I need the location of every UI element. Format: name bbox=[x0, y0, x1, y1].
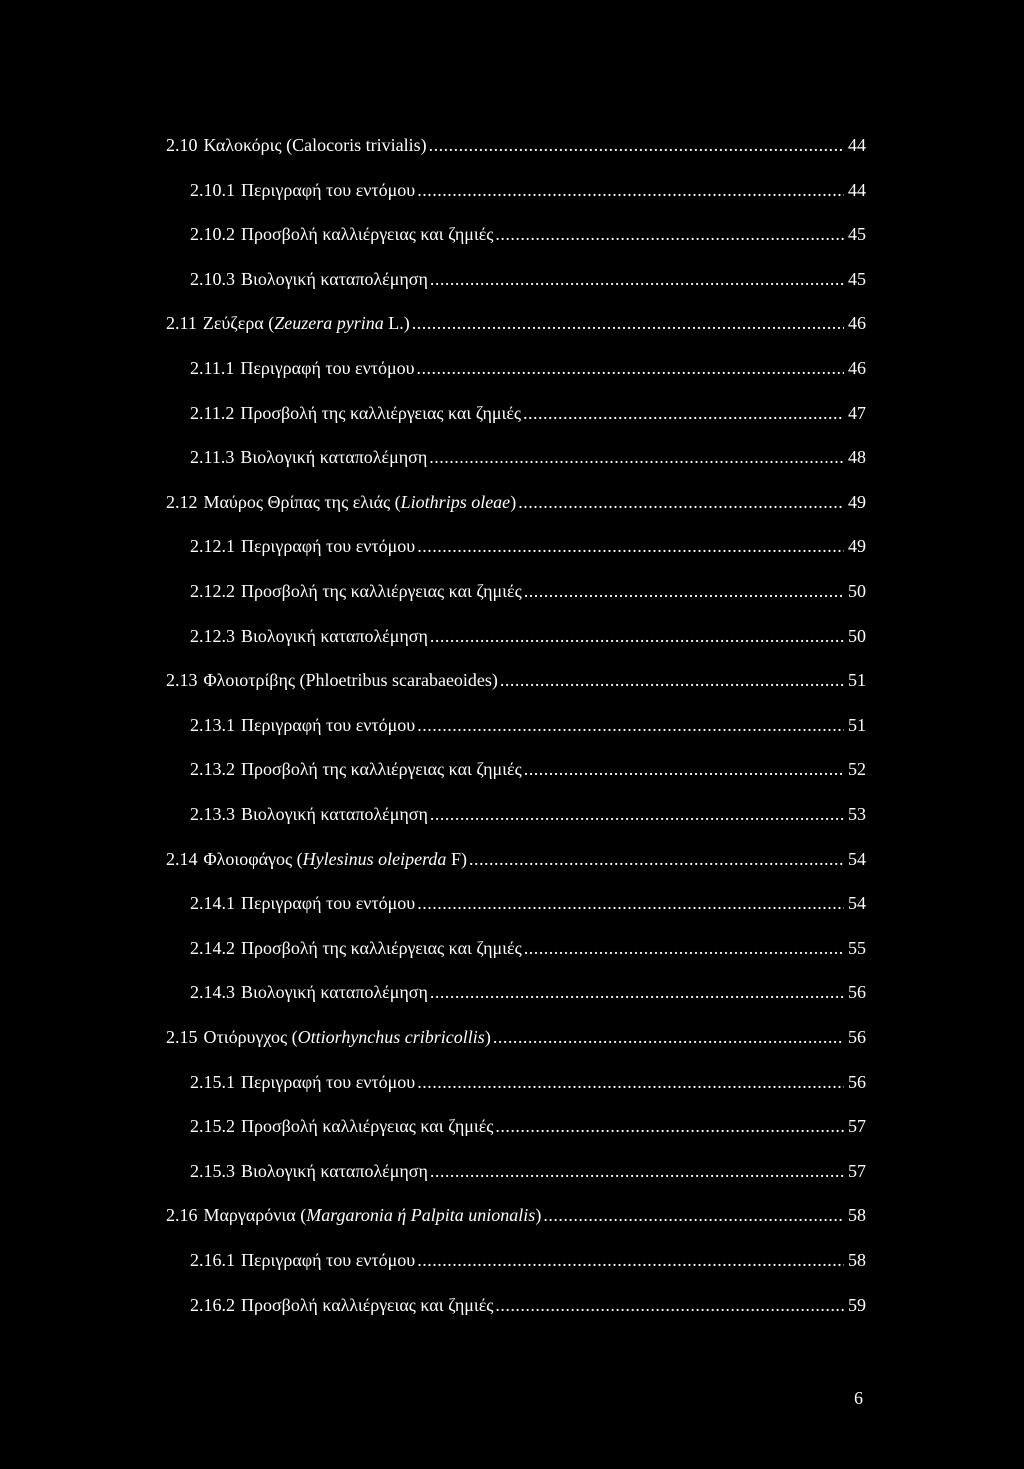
toc-entry bbox=[166, 845, 866, 873]
toc-entry bbox=[190, 532, 866, 560]
toc-entry-number: 2.16 bbox=[166, 1205, 198, 1225]
toc-entry-page: 57 bbox=[848, 1161, 866, 1181]
toc-entry-title-text: Μαργαρόνια ( bbox=[203, 1205, 307, 1225]
toc-entry-number: 2.11.1 bbox=[190, 358, 235, 378]
toc-entry-title-text: Βιολογική καταπολέμηση bbox=[241, 982, 428, 1002]
toc-dot-leader bbox=[417, 711, 844, 739]
toc-entry-number: 2.10.1 bbox=[190, 180, 235, 200]
toc-entry-page: 56 bbox=[848, 982, 866, 1002]
toc-entry bbox=[190, 1068, 866, 1096]
toc-entry bbox=[190, 1291, 866, 1319]
toc-entry-title-text: Προσβολή της καλλιέργειας και ζημιές bbox=[241, 581, 522, 601]
toc-dot-leader bbox=[523, 399, 844, 427]
toc-entry-page: 51 bbox=[848, 715, 866, 735]
toc-entry bbox=[190, 220, 866, 248]
toc-entry bbox=[190, 443, 866, 471]
toc-dot-leader bbox=[430, 978, 844, 1006]
toc-entry-title bbox=[241, 978, 428, 1006]
toc-dot-leader bbox=[518, 488, 844, 516]
toc-entry-number: 2.12.2 bbox=[190, 581, 235, 601]
toc-entry-title bbox=[241, 1068, 415, 1096]
toc-dot-leader bbox=[417, 1068, 844, 1096]
toc-entry-scientific-name: Hylesinus oleiperda bbox=[302, 849, 447, 869]
toc-entry-title-suffix: ) bbox=[510, 492, 517, 512]
toc-entry-title bbox=[204, 1201, 542, 1229]
toc-entry-page: 50 bbox=[848, 581, 866, 601]
toc-entry-number: 2.13.2 bbox=[190, 759, 235, 779]
toc-entry-title-text: Οτιόρυγχος ( bbox=[203, 1027, 298, 1047]
toc-entry bbox=[166, 488, 866, 516]
toc-entry-number: 2.15.2 bbox=[190, 1116, 235, 1136]
toc-entry-title-text: Προσβολή καλλιέργειας και ζημιές bbox=[241, 224, 494, 244]
toc-entry-number: 2.13.1 bbox=[190, 715, 235, 735]
toc-entry-page: 46 bbox=[848, 358, 866, 378]
toc-dot-leader bbox=[430, 1157, 844, 1185]
toc-entry-title-text: Περιγραφή του εντόμου bbox=[241, 180, 416, 200]
toc-dot-leader bbox=[495, 1291, 844, 1319]
toc-dot-leader bbox=[543, 1201, 844, 1229]
toc-entry-title bbox=[241, 1246, 415, 1274]
toc-entry-page: 45 bbox=[848, 269, 866, 289]
toc-entry-title bbox=[204, 666, 498, 694]
toc-entry bbox=[166, 666, 866, 694]
toc-dot-leader bbox=[524, 577, 844, 605]
toc-dot-leader bbox=[500, 666, 844, 694]
toc-entry-title-text: Φλοιοτρίβης (Phloetribus scarabaeoides) bbox=[203, 670, 498, 690]
toc-entry-title-suffix: F) bbox=[446, 849, 467, 869]
toc-entry-page: 46 bbox=[848, 313, 866, 333]
toc-entry-title-suffix: L.) bbox=[383, 313, 410, 333]
toc-entry-title bbox=[241, 934, 522, 962]
toc-entry-title bbox=[241, 622, 428, 650]
toc-entry-number: 2.11 bbox=[166, 313, 197, 333]
toc-entry-title-text: Μαύρος Θρίπας της ελιάς ( bbox=[203, 492, 401, 512]
toc-entry-title bbox=[204, 1023, 491, 1051]
toc-entry-title bbox=[240, 399, 521, 427]
toc-dot-leader bbox=[412, 309, 844, 337]
toc-entry bbox=[190, 577, 866, 605]
toc-entry-title bbox=[204, 488, 517, 516]
toc-entry bbox=[190, 800, 866, 828]
toc-entry bbox=[190, 1246, 866, 1274]
toc-entry-page: 52 bbox=[848, 759, 866, 779]
toc-entry-page: 54 bbox=[848, 893, 866, 913]
toc-entry-page: 54 bbox=[848, 849, 866, 869]
toc-entry-title-text: Περιγραφή του εντόμου bbox=[240, 358, 415, 378]
toc-entry-number: 2.14 bbox=[166, 849, 198, 869]
toc-entry-title bbox=[204, 845, 467, 873]
toc-entry-title bbox=[241, 711, 415, 739]
toc-dot-leader bbox=[417, 889, 844, 917]
toc-entry-scientific-name: Margaronia ή Palpita unionalis bbox=[306, 1205, 536, 1225]
toc-entry-number: 2.16.1 bbox=[190, 1250, 235, 1270]
toc-dot-leader bbox=[495, 1112, 844, 1140]
toc-entry-page: 56 bbox=[848, 1072, 866, 1092]
toc-entry-page: 49 bbox=[848, 492, 866, 512]
toc-entry-title-suffix: ) bbox=[535, 1205, 542, 1225]
toc-entry-title bbox=[241, 220, 493, 248]
toc-entry-title-text: Φλοιοφάγος ( bbox=[203, 849, 303, 869]
toc-entry-title-suffix: ) bbox=[484, 1027, 491, 1047]
toc-entry-page: 50 bbox=[848, 626, 866, 646]
toc-entry bbox=[190, 934, 866, 962]
toc-entry bbox=[166, 309, 866, 337]
toc-dot-leader bbox=[524, 755, 844, 783]
toc-entry-number: 2.11.2 bbox=[190, 403, 235, 423]
toc-entry-number: 2.16.2 bbox=[190, 1295, 235, 1315]
toc-entry-title bbox=[240, 354, 414, 382]
toc-entry-page: 58 bbox=[848, 1250, 866, 1270]
toc-entry-scientific-name: Liothrips oleae bbox=[400, 492, 511, 512]
toc-entry bbox=[190, 755, 866, 783]
toc-entry bbox=[190, 622, 866, 650]
toc-entry-page: 49 bbox=[848, 536, 866, 556]
toc-entry-number: 2.14.3 bbox=[190, 982, 235, 1002]
toc-entry-page: 57 bbox=[848, 1116, 866, 1136]
toc-entry-number: 2.12.3 bbox=[190, 626, 235, 646]
toc-entry-number: 2.11.3 bbox=[190, 447, 235, 467]
toc-entry-number: 2.10.3 bbox=[190, 269, 235, 289]
toc-entry-page: 44 bbox=[848, 135, 866, 155]
toc-dot-leader bbox=[417, 354, 844, 382]
toc-entry-page: 59 bbox=[848, 1295, 866, 1315]
toc-entry-title bbox=[204, 131, 427, 159]
toc-entry-page: 48 bbox=[848, 447, 866, 467]
toc-entry bbox=[166, 131, 866, 159]
toc-dot-leader bbox=[417, 176, 844, 204]
toc-entry-number: 2.10 bbox=[166, 135, 198, 155]
toc-entry-number: 2.12.1 bbox=[190, 536, 235, 556]
toc-entry-page: 47 bbox=[848, 403, 866, 423]
toc-entry-title bbox=[203, 309, 410, 337]
toc-dot-leader bbox=[417, 532, 844, 560]
toc-entry-page: 55 bbox=[848, 938, 866, 958]
toc-dot-leader bbox=[495, 220, 844, 248]
toc-dot-leader bbox=[417, 1246, 844, 1274]
toc-entry-title bbox=[241, 577, 522, 605]
toc-entry bbox=[190, 889, 866, 917]
toc-entry-title-text: Βιολογική καταπολέμηση bbox=[241, 269, 428, 289]
toc-entry-title-text: Προσβολή καλλιέργειας και ζημιές bbox=[241, 1116, 494, 1136]
toc-entry-title bbox=[241, 800, 428, 828]
toc-entry-title bbox=[241, 532, 415, 560]
toc-dot-leader bbox=[430, 265, 844, 293]
toc-entry-scientific-name: Ottiorhynchus cribricollis bbox=[297, 1027, 485, 1047]
toc-entry-title-text: Προσβολή της καλλιέργειας και ζημιές bbox=[240, 403, 522, 423]
toc-entry-title-text: Βιολογική καταπολέμηση bbox=[241, 1161, 428, 1181]
toc-entry-title bbox=[240, 443, 427, 471]
toc-dot-leader bbox=[429, 131, 844, 159]
toc-entry bbox=[190, 978, 866, 1006]
toc-entry-number: 2.13 bbox=[166, 670, 198, 690]
toc-entry-page: 58 bbox=[848, 1205, 866, 1225]
toc-entry-page: 53 bbox=[848, 804, 866, 824]
toc-entry-title bbox=[241, 265, 428, 293]
toc-entry-number: 2.14.2 bbox=[190, 938, 235, 958]
page-number: 6 bbox=[854, 1388, 863, 1408]
toc-entry-title bbox=[241, 1291, 493, 1319]
toc-dot-leader bbox=[429, 443, 844, 471]
toc-entry-title bbox=[241, 176, 415, 204]
toc-entry-title-text: Περιγραφή του εντόμου bbox=[241, 1250, 416, 1270]
toc-dot-leader bbox=[469, 845, 844, 873]
toc-entry bbox=[190, 354, 866, 382]
toc-entry bbox=[166, 1023, 866, 1051]
toc-entry-title-text: Προσβολή της καλλιέργειας και ζημιές bbox=[241, 759, 522, 779]
toc-entry bbox=[166, 1201, 866, 1229]
toc-entry-title-text: Ζεύζερα ( bbox=[202, 313, 275, 333]
toc-entry-number: 2.10.2 bbox=[190, 224, 235, 244]
toc-entry bbox=[190, 176, 866, 204]
toc-entry-title-text: Καλοκόρις (Calocoris trivialis) bbox=[203, 135, 427, 155]
toc-entry-number: 2.15.1 bbox=[190, 1072, 235, 1092]
toc-entry-title-text: Βιολογική καταπολέμηση bbox=[241, 804, 428, 824]
toc-entry-number: 2.13.3 bbox=[190, 804, 235, 824]
toc-entry-title-text: Προσβολή καλλιέργειας και ζημιές bbox=[241, 1295, 494, 1315]
toc-entry bbox=[190, 265, 866, 293]
toc-entry-title bbox=[241, 1157, 428, 1185]
toc-entry-number: 2.15 bbox=[166, 1027, 198, 1047]
toc-entry-number: 2.15.3 bbox=[190, 1161, 235, 1181]
toc-entry-page: 51 bbox=[848, 670, 866, 690]
toc-entry bbox=[190, 1157, 866, 1185]
toc-entry-page: 45 bbox=[848, 224, 866, 244]
toc-entry-title bbox=[241, 1112, 493, 1140]
toc-dot-leader bbox=[430, 800, 844, 828]
toc-entry-scientific-name: Zeuzera pyrina bbox=[274, 313, 384, 333]
toc-dot-leader bbox=[524, 934, 844, 962]
toc-entry-title bbox=[241, 755, 522, 783]
toc-entry-title-text: Βιολογική καταπολέμηση bbox=[241, 626, 428, 646]
toc-entry-page: 44 bbox=[848, 180, 866, 200]
toc-entry-title bbox=[241, 889, 415, 917]
toc-entry-title-text: Περιγραφή του εντόμου bbox=[241, 1072, 416, 1092]
toc-dot-leader bbox=[430, 622, 844, 650]
toc-entry bbox=[190, 711, 866, 739]
toc-entry bbox=[190, 1112, 866, 1140]
toc-entry-title-text: Βιολογική καταπολέμηση bbox=[240, 447, 428, 467]
toc-entry-title-text: Προσβολή της καλλιέργειας και ζημιές bbox=[241, 938, 522, 958]
toc-entry bbox=[190, 399, 866, 427]
toc-dot-leader bbox=[493, 1023, 844, 1051]
toc-entry-page: 56 bbox=[848, 1027, 866, 1047]
toc-entry-title-text: Περιγραφή του εντόμου bbox=[241, 536, 416, 556]
toc-entry-title-text: Περιγραφή του εντόμου bbox=[241, 893, 416, 913]
toc-entry-number: 2.12 bbox=[166, 492, 198, 512]
toc-entry-number: 2.14.1 bbox=[190, 893, 235, 913]
toc-entry-title-text: Περιγραφή του εντόμου bbox=[241, 715, 416, 735]
